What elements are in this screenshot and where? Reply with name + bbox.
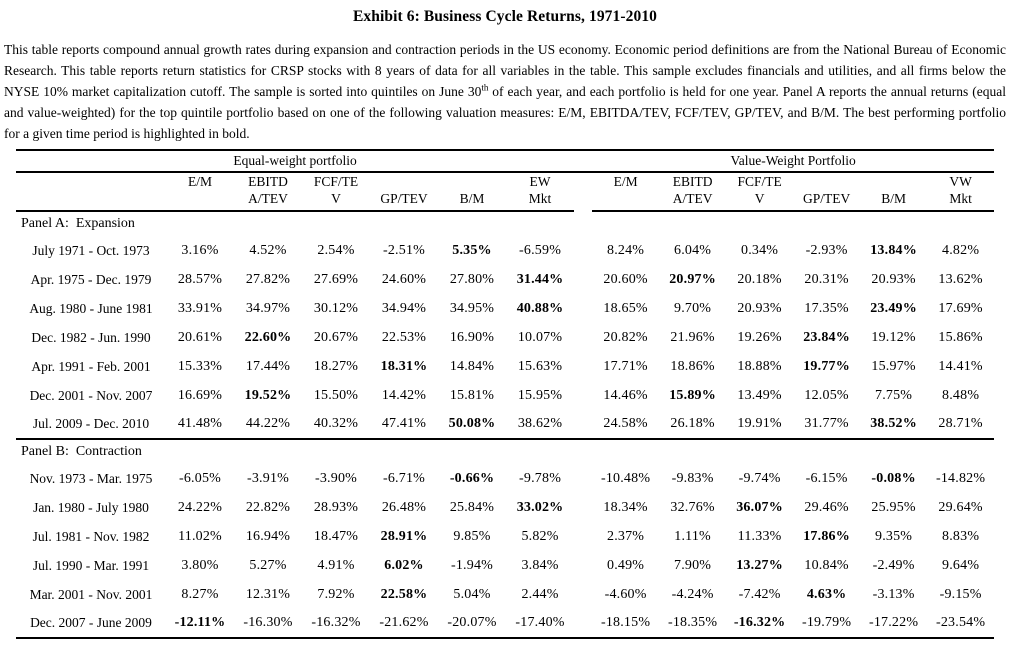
ew-return-value: 19.52% xyxy=(244,387,292,403)
ew-return-value: 26.48% xyxy=(381,499,427,515)
period-label: Jan. 1980 - July 1980 xyxy=(33,499,149,515)
vw-return-value: 13.27% xyxy=(736,557,783,573)
ew-return-value: -3.91% xyxy=(246,470,290,486)
ew-return-value: 22.60% xyxy=(244,329,292,345)
vw-return-value: 15.86% xyxy=(938,329,983,345)
ew-ebitda-tev-header xyxy=(234,172,302,211)
ew-return-value: 33.02% xyxy=(516,499,564,515)
vw-return-value: 7.90% xyxy=(674,557,712,573)
ew-return-value: 30.12% xyxy=(313,300,359,316)
vw-return-value: -18.35% xyxy=(659,609,726,638)
table-body xyxy=(16,211,994,638)
ew-return-value: -17.40% xyxy=(506,609,574,638)
panel-label-row xyxy=(16,439,994,464)
ew-return-value: -6.59% xyxy=(519,242,562,258)
vw-return-value: 8.24% xyxy=(607,242,645,258)
vw-return-value: -10.48% xyxy=(600,470,651,486)
table-row xyxy=(16,551,994,580)
vw-return-value: 13.49% xyxy=(737,387,782,403)
ew-return-value: 15.63% xyxy=(517,358,563,374)
vw-return-value: 8.83% xyxy=(942,528,980,544)
vw-return-value: 20.93% xyxy=(871,271,916,287)
ew-return-value: 20.67% xyxy=(313,329,359,345)
header-line: Mkt xyxy=(528,191,552,206)
vw-return-value: 19.26% xyxy=(737,329,782,345)
ew-return-value: 14.42% xyxy=(381,387,427,403)
ew-return-value: 33.91% xyxy=(177,300,223,316)
column-gap xyxy=(574,464,592,493)
vw-return-value: -6.15% xyxy=(805,470,848,486)
header-line: B/M xyxy=(459,191,485,206)
vw-return-value: -4.24% xyxy=(671,586,714,602)
period-label: Jul. 2009 - Dec. 2010 xyxy=(32,416,150,431)
vw-return-value: 19.91% xyxy=(737,416,782,431)
vw-return-value: 13.62% xyxy=(938,271,983,287)
ew-return-value: 10.07% xyxy=(517,329,563,345)
ew-return-value: 28.93% xyxy=(313,499,359,515)
vw-em-header xyxy=(592,172,659,211)
ew-return-value: 27.69% xyxy=(313,271,359,287)
vw-return-value: -0.08% xyxy=(871,470,916,486)
period-column-header xyxy=(16,172,166,211)
value-weight-group-header: Value-Weight Portfolio xyxy=(592,150,994,172)
ew-return-value: 47.41% xyxy=(381,416,427,431)
vw-return-value: 7.75% xyxy=(875,387,913,403)
ew-return-value: 34.94% xyxy=(381,300,427,316)
vw-return-value: -9.15% xyxy=(939,586,982,602)
vw-return-value: -4.60% xyxy=(604,586,647,602)
ew-return-value: 28.91% xyxy=(380,528,428,544)
ew-return-value: 24.22% xyxy=(177,499,223,515)
vw-return-value: 38.52% xyxy=(870,416,917,431)
period-label: Aug. 1980 - June 1981 xyxy=(29,300,153,316)
description-text: This table reports compound annual growth rates during expansion and contraction periods in the US economy. Economic period definitions are from the National Bureau of Economic Research. This table reports return statistics for CRSP stocks with 8 years of data for all variables in the table. This sample excludes financials and utilities, and all firms below the NYSE 10% market capitalization cutoff. The sample is sorted into quintiles on June 30 xyxy=(4,42,1006,99)
ew-bm-header xyxy=(438,172,506,211)
vw-return-value: 17.35% xyxy=(804,300,849,316)
header-line: EW xyxy=(529,174,551,189)
table-row xyxy=(16,609,994,638)
vw-return-value: 32.76% xyxy=(670,499,715,515)
table-row xyxy=(16,381,994,410)
ew-return-value: -12.11% xyxy=(166,609,234,638)
vw-return-value: 21.96% xyxy=(670,329,715,345)
vw-return-value: 9.64% xyxy=(942,557,980,573)
vw-return-value: -9.74% xyxy=(738,470,781,486)
vw-ebitda-tev-header xyxy=(659,172,726,211)
ew-return-value: 8.27% xyxy=(181,586,219,602)
column-gap xyxy=(574,522,592,551)
vw-return-value: 8.48% xyxy=(942,387,980,403)
ew-return-value: 15.81% xyxy=(449,387,495,403)
vw-return-value: -17.22% xyxy=(860,609,927,638)
ew-return-value: 5.27% xyxy=(249,557,287,573)
ew-return-value: 3.84% xyxy=(521,557,559,573)
period-label: Mar. 2001 - Nov. 2001 xyxy=(29,586,153,602)
ordinal-superscript: th xyxy=(481,82,489,93)
table-row xyxy=(16,236,994,265)
table-row xyxy=(16,522,994,551)
period-label: July 1971 - Oct. 1973 xyxy=(32,242,150,258)
vw-return-value: -9.83% xyxy=(671,470,714,486)
vw-return-value: 23.84% xyxy=(803,329,850,345)
vw-return-value: -2.93% xyxy=(805,242,848,258)
ew-return-value: 3.16% xyxy=(181,242,219,258)
ew-return-value: 27.80% xyxy=(449,271,495,287)
ew-return-value: 14.84% xyxy=(449,358,495,374)
period-label: Apr. 1975 - Dec. 1979 xyxy=(30,271,152,287)
ew-em-header xyxy=(166,172,234,211)
panel-label-row xyxy=(16,211,994,236)
vw-return-value: -3.13% xyxy=(872,586,915,602)
ew-return-value: 41.48% xyxy=(177,416,223,431)
vw-return-value: 25.95% xyxy=(871,499,916,515)
ew-return-value: 24.60% xyxy=(381,271,427,287)
vw-return-value: 26.18% xyxy=(670,416,715,431)
vw-return-value: 18.88% xyxy=(737,358,782,374)
vw-return-value: 14.46% xyxy=(603,387,648,403)
vw-return-value: -23.54% xyxy=(927,609,994,638)
vw-gp-tev-header xyxy=(793,172,860,211)
vw-return-value: 20.60% xyxy=(603,271,648,287)
vw-return-value: 9.35% xyxy=(875,528,913,544)
column-gap xyxy=(574,352,592,381)
ew-return-value: -16.32% xyxy=(302,609,370,638)
ew-return-value: 28.57% xyxy=(177,271,223,287)
ew-mkt-header xyxy=(506,172,574,211)
vw-return-value: 0.49% xyxy=(607,557,645,573)
vw-return-value: 19.12% xyxy=(871,329,916,345)
ew-return-value: 9.85% xyxy=(453,528,491,544)
ew-return-value: -9.78% xyxy=(519,470,562,486)
vw-return-value: 23.49% xyxy=(870,300,917,316)
header-line: V xyxy=(331,191,341,206)
vw-return-value: 20.18% xyxy=(737,271,782,287)
ew-return-value: 16.69% xyxy=(177,387,223,403)
column-gap xyxy=(574,150,592,172)
vw-return-value: -7.42% xyxy=(738,586,781,602)
table-row xyxy=(16,265,994,294)
period-label: Nov. 1973 - Mar. 1975 xyxy=(29,470,153,486)
header-line: EBITD xyxy=(672,174,713,189)
vw-fcf-tev-header xyxy=(726,172,793,211)
ew-return-value: 2.44% xyxy=(521,586,559,602)
column-gap xyxy=(574,580,592,609)
vw-return-value: 28.71% xyxy=(938,416,983,431)
table-row xyxy=(16,352,994,381)
header-line: GP/TEV xyxy=(380,191,428,206)
vw-return-value: 0.34% xyxy=(741,242,779,258)
ew-return-value: 5.82% xyxy=(521,528,559,544)
ew-return-value: 4.52% xyxy=(249,242,287,258)
vw-return-value: 15.97% xyxy=(871,358,916,374)
header-line: GP/TEV xyxy=(802,191,851,206)
ew-return-value: 3.80% xyxy=(181,557,219,573)
vw-return-value: 17.86% xyxy=(803,528,850,544)
table-description xyxy=(4,39,1006,144)
table-row xyxy=(16,464,994,493)
table-row xyxy=(16,410,994,439)
column-gap xyxy=(574,323,592,352)
ew-return-value: 16.90% xyxy=(449,329,495,345)
ew-return-value: 34.95% xyxy=(449,300,495,316)
ew-return-value: 40.32% xyxy=(313,416,359,431)
vw-return-value: -14.82% xyxy=(935,470,986,486)
ew-return-value: 18.47% xyxy=(313,528,359,544)
ew-return-value: 31.44% xyxy=(516,271,564,287)
header-line: EBITD xyxy=(248,174,288,189)
header-line xyxy=(370,173,438,190)
table-row xyxy=(16,493,994,522)
ew-return-value: -20.07% xyxy=(438,609,506,638)
ew-return-value: 15.95% xyxy=(517,387,563,403)
header-line: E/M xyxy=(187,174,212,189)
vw-return-value: 4.82% xyxy=(942,242,980,258)
period-label: Dec. 2007 - June 2009 xyxy=(16,609,166,638)
ew-return-value: 25.84% xyxy=(449,499,495,515)
header-line xyxy=(793,173,860,190)
ew-return-value: -16.30% xyxy=(234,609,302,638)
ew-return-value: 15.50% xyxy=(313,387,359,403)
vw-return-value: 6.04% xyxy=(674,242,712,258)
vw-return-value: 17.69% xyxy=(938,300,983,316)
ew-return-value: 6.02% xyxy=(384,557,424,573)
vw-return-value: 15.89% xyxy=(669,387,716,403)
vw-return-value: 20.82% xyxy=(603,329,648,345)
header-line: A/TEV xyxy=(672,191,713,206)
vw-return-value: 36.07% xyxy=(736,499,783,515)
vw-return-value: 13.84% xyxy=(870,242,917,258)
ew-return-value: 44.22% xyxy=(245,416,291,431)
ew-return-value: 2.54% xyxy=(317,242,355,258)
equal-weight-group-header: Equal-weight portfolio xyxy=(16,150,574,172)
vw-return-value: 29.64% xyxy=(938,499,983,515)
vw-return-value: 10.84% xyxy=(804,557,849,573)
period-label: Jul. 1990 - Mar. 1991 xyxy=(32,557,150,573)
column-gap xyxy=(574,381,592,410)
vw-return-value: 18.34% xyxy=(603,499,648,515)
vw-return-value: 14.41% xyxy=(938,358,983,374)
header-line xyxy=(592,190,659,207)
vw-return-value: 17.71% xyxy=(603,358,648,374)
header-line: Mkt xyxy=(949,191,972,206)
header-line xyxy=(860,173,927,190)
ew-return-value: 5.35% xyxy=(452,242,492,258)
description-text: of each year, and each portfolio is held for one year. Panel A reports the annual returns (equal and value-weighted) for the top quintile portfolio based on one of the following valuation measures: E/M, EBITDA/TEV, FCF/TEV, GP/TEV, and B/M. The best performing portfolio for a given time period is highlighted in bold. xyxy=(4,84,1006,141)
vw-return-value: 29.46% xyxy=(804,499,849,515)
vw-return-value: 9.70% xyxy=(674,300,712,316)
vw-return-value: -18.15% xyxy=(592,609,659,638)
ew-return-value: 15.33% xyxy=(177,358,223,374)
vw-return-value: 18.65% xyxy=(603,300,648,316)
header-line xyxy=(438,173,506,190)
column-gap xyxy=(574,172,592,211)
header-line: V xyxy=(754,191,765,206)
ew-return-value: 50.08% xyxy=(448,416,496,431)
vw-return-value: 18.86% xyxy=(670,358,715,374)
ew-return-value: 38.62% xyxy=(517,416,563,431)
panel-label: Panel B: Contraction xyxy=(16,439,994,464)
header-line: FCF/TE xyxy=(313,174,359,189)
ew-return-value: 34.97% xyxy=(245,300,291,316)
business-cycle-returns-table xyxy=(16,149,994,639)
column-gap xyxy=(574,236,592,265)
vw-return-value: 12.05% xyxy=(804,387,849,403)
header-line: B/M xyxy=(881,191,906,206)
table-row xyxy=(16,580,994,609)
vw-return-value: 24.58% xyxy=(603,416,648,431)
ew-return-value: -3.90% xyxy=(314,470,358,486)
ew-fcf-tev-header xyxy=(302,172,370,211)
vw-return-value: 31.77% xyxy=(804,416,849,431)
header-line: VW xyxy=(949,174,972,189)
ew-return-value: 11.02% xyxy=(178,528,222,544)
ew-return-value: 27.82% xyxy=(245,271,291,287)
vw-bm-header xyxy=(860,172,927,211)
vw-return-value: 20.97% xyxy=(669,271,716,287)
vw-return-value: -2.49% xyxy=(872,557,915,573)
period-label: Dec. 1982 - Jun. 1990 xyxy=(31,329,151,345)
ew-return-value: 5.04% xyxy=(453,586,491,602)
vw-mkt-header xyxy=(927,172,994,211)
ew-return-value: 22.82% xyxy=(245,499,291,515)
vw-return-value: 19.77% xyxy=(803,358,850,374)
ew-return-value: -2.51% xyxy=(382,242,426,258)
ew-return-value: 16.94% xyxy=(245,528,291,544)
column-gap xyxy=(574,410,592,439)
header-line: A/TEV xyxy=(248,191,288,206)
vw-return-value: 20.93% xyxy=(737,300,782,316)
group-header-row xyxy=(16,150,994,172)
column-gap xyxy=(574,551,592,580)
vw-return-value: 4.63% xyxy=(806,586,847,602)
ew-return-value: 12.31% xyxy=(245,586,291,602)
period-label: Apr. 1991 - Feb. 2001 xyxy=(31,358,151,374)
ew-return-value: -6.71% xyxy=(382,470,426,486)
vw-return-value: -19.79% xyxy=(793,609,860,638)
column-gap xyxy=(574,493,592,522)
vw-return-value: 2.37% xyxy=(607,528,645,544)
ew-return-value: 20.61% xyxy=(177,329,223,345)
table-row xyxy=(16,323,994,352)
exhibit-title: Exhibit 6: Business Cycle Returns, 1971-2010 xyxy=(352,8,658,25)
vw-return-value: 20.31% xyxy=(804,271,849,287)
period-label: Jul. 1981 - Nov. 1982 xyxy=(32,528,150,544)
vw-return-value: 1.11% xyxy=(674,528,711,544)
ew-return-value: -0.66% xyxy=(449,470,495,486)
table-row xyxy=(16,294,994,323)
header-line: FCF/TE xyxy=(737,174,782,189)
ew-return-value: -6.05% xyxy=(178,470,222,486)
ew-return-value: 17.44% xyxy=(245,358,291,374)
header-line: E/M xyxy=(613,174,638,189)
ew-return-value: 40.88% xyxy=(516,300,564,316)
column-gap xyxy=(574,265,592,294)
column-gap xyxy=(574,294,592,323)
ew-return-value: -1.94% xyxy=(450,557,494,573)
ew-gp-tev-header xyxy=(370,172,438,211)
vw-return-value: 11.33% xyxy=(737,528,782,544)
ew-return-value: 4.91% xyxy=(317,557,355,573)
ew-return-value: 7.92% xyxy=(317,586,355,602)
ew-return-value: 22.58% xyxy=(380,586,428,602)
column-header-row xyxy=(16,172,994,211)
ew-return-value: 18.27% xyxy=(313,358,359,374)
period-label: Dec. 2001 - Nov. 2007 xyxy=(29,387,153,403)
ew-return-value: 22.53% xyxy=(381,329,427,345)
ew-return-value: 18.31% xyxy=(380,358,428,374)
column-gap xyxy=(574,609,592,638)
ew-return-value: -21.62% xyxy=(370,609,438,638)
header-line xyxy=(166,190,234,207)
vw-return-value: -16.32% xyxy=(726,609,793,638)
panel-label: Panel A: Expansion xyxy=(21,216,135,231)
